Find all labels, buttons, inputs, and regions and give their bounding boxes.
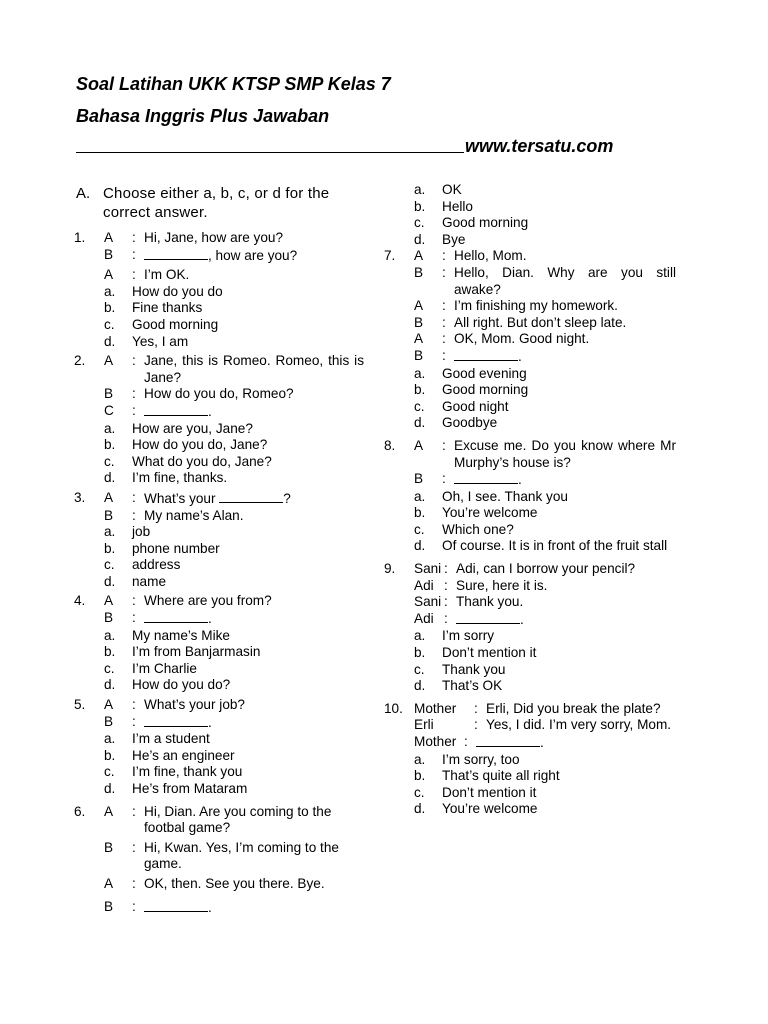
text: : [132, 875, 136, 891]
text: phone number [132, 540, 220, 556]
text: OK, then. See you there. Bye. [144, 875, 325, 891]
text: Oh, I see. Thank you [442, 488, 568, 504]
option [74, 541, 364, 558]
text: : [444, 561, 448, 577]
text: b. [414, 645, 426, 661]
text: Where are you from? [144, 593, 272, 609]
text: OK, Mom. Good night. [454, 331, 590, 347]
text: 9. [384, 561, 396, 577]
dialog-line [384, 348, 676, 366]
text: How do you do, Romeo? [144, 386, 294, 402]
answer-blank [476, 734, 540, 747]
text: He’s an engineer [132, 747, 235, 763]
text: I’m fine, thanks. [132, 470, 228, 486]
text: A [104, 875, 114, 891]
text: He’s from Mataram [132, 781, 248, 796]
text: . [520, 611, 524, 627]
text: Good morning [442, 382, 529, 398]
option [384, 199, 676, 216]
text: Fine thanks [132, 300, 203, 316]
text: b. [104, 747, 116, 763]
text: d. [414, 801, 426, 817]
option [384, 366, 676, 383]
text: : [442, 264, 446, 280]
text: I’m a student [132, 731, 210, 747]
option [74, 748, 364, 765]
text: Adi [414, 610, 434, 626]
text: d. [414, 678, 426, 694]
text: d. [414, 415, 426, 431]
text: Sani [414, 561, 442, 577]
option [384, 489, 676, 506]
question-3 [74, 490, 364, 508]
text: c. [414, 784, 425, 800]
text: I’m finishing my homework. [454, 298, 618, 314]
text: b. [104, 540, 116, 556]
text: Hi, Jane, how are you? [144, 230, 284, 245]
text: d. [104, 333, 116, 349]
text: Yes, I did. I’m very sorry, Mom. [486, 717, 672, 733]
text: : [442, 331, 446, 347]
text: . [518, 348, 522, 364]
text: B [104, 507, 114, 523]
text: B [414, 264, 424, 280]
option [384, 215, 676, 232]
dialog-line [384, 315, 676, 332]
text: That’s OK [442, 678, 503, 694]
option [74, 454, 364, 471]
text: 4. [74, 593, 86, 609]
text: Adi [414, 577, 434, 593]
dialog-line [74, 508, 364, 525]
option [384, 232, 676, 249]
text: B [104, 839, 114, 855]
dialog-line [74, 876, 364, 893]
text: . [208, 611, 212, 627]
text: Adi, can I borrow your pencil? [456, 561, 636, 577]
text: : [132, 898, 136, 914]
text: Good evening [442, 365, 527, 381]
text: All right. But don’t sleep late. [454, 314, 627, 330]
text: Jane, this is Romeo. Romeo, this is Jane? [144, 353, 364, 385]
text: : [132, 230, 136, 245]
text: : [132, 803, 136, 819]
question-4 [74, 593, 364, 610]
text: Mother [414, 734, 457, 749]
text: : [474, 700, 478, 716]
text: Which one? [442, 521, 514, 537]
text: . [540, 735, 544, 750]
dialog-line [74, 714, 364, 732]
option [384, 505, 676, 522]
text: Yes, I am [132, 333, 189, 349]
text: You’re welcome [442, 505, 538, 521]
text: Hi, Kwan. Yes, I’m coming to the game. [144, 839, 339, 872]
text: Mother [414, 700, 457, 716]
text: My name’s Alan. [144, 507, 244, 523]
text: What’s your [144, 490, 220, 506]
option [384, 678, 676, 695]
text: A [414, 298, 424, 314]
text: I’m from Banjarmasin [132, 644, 261, 660]
text: 2. [74, 353, 86, 369]
text: a. [104, 627, 116, 643]
instruction-text: Choose either a, b, c, or d for the correct answer. [103, 185, 330, 221]
option [74, 731, 364, 748]
option [384, 785, 676, 802]
text: 8. [384, 437, 396, 453]
text: : [132, 386, 136, 402]
answer-blank [454, 348, 518, 361]
option [384, 662, 676, 679]
option [384, 801, 676, 818]
text: . [208, 714, 212, 730]
text: : [442, 471, 446, 487]
dialog-line [384, 298, 676, 315]
text: c. [104, 660, 115, 676]
dialog-line [74, 840, 364, 873]
right-column [384, 182, 676, 818]
dialog-line [74, 610, 364, 628]
text: 3. [74, 489, 86, 505]
dialog-line [384, 265, 676, 298]
answer-blank [144, 610, 208, 623]
question-5 [74, 697, 364, 714]
text: : [132, 507, 136, 523]
text: : [132, 839, 136, 855]
section-instruction [76, 184, 376, 222]
text: I’m sorry [442, 628, 495, 644]
text: B [414, 314, 424, 330]
option [384, 538, 676, 555]
text: My name’s Mike [132, 627, 230, 643]
text: Bye [442, 231, 466, 247]
text: B [104, 246, 114, 262]
option [384, 752, 676, 769]
text: Hello, Mom. [454, 248, 527, 264]
text: Goodbye [442, 415, 498, 431]
option [74, 764, 364, 781]
question-1 [74, 230, 364, 247]
text: : [132, 697, 136, 713]
text: b. [414, 505, 426, 521]
text: : [444, 577, 448, 593]
text: Don’t mention it [442, 645, 537, 661]
question-9 [384, 561, 676, 578]
text: A [104, 230, 114, 245]
doc-title-line2: Bahasa Inggris Plus Jawaban [76, 106, 330, 126]
text: Good morning [132, 316, 219, 332]
text: address [132, 557, 181, 573]
text: a. [414, 751, 426, 767]
dialog-line [384, 471, 676, 489]
dialog-line [74, 386, 364, 403]
left-column [74, 230, 364, 916]
text: I’m fine, thank you [132, 764, 243, 780]
text: What do you do, Jane? [132, 453, 272, 469]
text: d. [414, 231, 426, 247]
text: a. [414, 628, 426, 644]
option [74, 334, 364, 351]
text: a. [104, 524, 116, 540]
text: c. [104, 453, 115, 469]
text: Excuse me. Do you know where Mr Murphy’s house is? [454, 437, 676, 470]
option [384, 182, 676, 199]
text: : [132, 267, 136, 283]
text: d. [104, 470, 116, 486]
dialog-line [384, 611, 676, 629]
option [74, 781, 364, 798]
text: Erli, Did you break the plate? [486, 700, 661, 716]
dialog-line [384, 594, 676, 611]
text: c. [104, 557, 115, 573]
text: a. [414, 182, 426, 197]
text: : [132, 353, 136, 369]
text: : [444, 594, 448, 610]
text: A [104, 593, 114, 609]
option [384, 645, 676, 662]
text: : [132, 610, 136, 626]
text: : [132, 489, 136, 505]
text: A [104, 697, 114, 713]
text: a. [414, 488, 426, 504]
text: C [104, 402, 114, 418]
text: A [414, 437, 424, 453]
dialog-line [384, 578, 676, 595]
text: A [104, 489, 114, 505]
text: Good morning [442, 215, 529, 231]
text: A [414, 248, 424, 264]
option [384, 768, 676, 785]
text: name [132, 573, 167, 589]
text: I’m Charlie [132, 660, 197, 676]
text: a. [104, 420, 116, 436]
text: Sani [414, 594, 442, 610]
option [74, 644, 364, 661]
question-7 [384, 248, 676, 265]
answer-blank [144, 247, 208, 260]
option [384, 415, 676, 432]
text: : [442, 347, 446, 363]
text: a. [414, 365, 426, 381]
text: : [442, 314, 446, 330]
text: . [208, 403, 212, 419]
text: What’s your job? [144, 697, 245, 713]
title-underline [76, 152, 464, 153]
text: B [414, 347, 424, 363]
text: How do you do, Jane? [132, 437, 268, 453]
option [384, 399, 676, 416]
text: b. [414, 768, 426, 784]
dialog-line [74, 403, 364, 421]
text: Good night [442, 398, 509, 414]
text: c. [414, 398, 425, 414]
text: 7. [384, 248, 396, 264]
doc-title-line1: Soal Latihan UKK KTSP SMP Kelas 7 [76, 74, 391, 94]
option [74, 300, 364, 317]
text: c. [104, 316, 115, 332]
text: How are you, Jane? [132, 420, 253, 436]
text: Thank you. [456, 594, 524, 610]
question-10 [384, 701, 676, 718]
text: 5. [74, 697, 86, 713]
text: You’re welcome [442, 801, 538, 817]
text: B [104, 610, 114, 626]
text: ? [283, 490, 291, 506]
text: 6. [74, 803, 86, 819]
text: A [104, 803, 114, 819]
text: a. [104, 283, 116, 299]
text: I’m OK. [144, 267, 190, 283]
text: . [208, 899, 212, 915]
text: OK [442, 182, 462, 197]
text: Of course. It is in front of the fruit stall [442, 538, 668, 554]
text: c. [414, 521, 425, 537]
text: Hi, Dian. Are you coming to the footbal game? [144, 803, 332, 836]
text: Hello [442, 198, 473, 214]
text: B [104, 386, 114, 402]
dialog-line [74, 899, 364, 917]
text: A [104, 267, 114, 283]
text: : [442, 437, 446, 453]
answer-blank [144, 714, 208, 727]
text: I’m sorry, too [442, 751, 520, 767]
option [74, 574, 364, 591]
site-url: www.tersatu.com [465, 136, 614, 156]
text: c. [104, 764, 115, 780]
option [74, 677, 364, 694]
option [74, 284, 364, 301]
text: a. [104, 731, 116, 747]
text: : [442, 298, 446, 314]
text: c. [414, 215, 425, 231]
dialog-line [384, 734, 676, 752]
text: : [464, 734, 468, 749]
text: : [442, 248, 446, 264]
text: b. [104, 300, 116, 316]
text: 10. [384, 700, 403, 716]
text: b. [414, 382, 426, 398]
dialog-line [384, 717, 676, 734]
text: A [414, 331, 424, 347]
text: How do you do? [132, 677, 231, 693]
text: . [518, 472, 522, 488]
section-letter: A. [76, 185, 91, 202]
dialog-line [74, 247, 364, 265]
option [74, 628, 364, 645]
option [384, 628, 676, 645]
answer-blank [454, 471, 518, 484]
text: 1. [74, 230, 86, 245]
answer-blank [144, 403, 208, 416]
text: job [132, 524, 151, 540]
option [74, 421, 364, 438]
text: c. [414, 661, 425, 677]
text: d. [414, 538, 426, 554]
text: : [132, 713, 136, 729]
text: d. [104, 677, 116, 693]
option [74, 557, 364, 574]
question-6 [74, 804, 364, 837]
text: : [474, 717, 478, 733]
text: Thank you [442, 661, 506, 677]
text: A [104, 353, 114, 369]
dialog-line [74, 267, 364, 284]
option [74, 661, 364, 678]
option [384, 382, 676, 399]
option [74, 470, 364, 487]
text: : [132, 246, 136, 262]
text: Erli [414, 717, 434, 733]
option [74, 317, 364, 334]
text: b. [414, 198, 426, 214]
text: B [104, 898, 114, 914]
text: b. [104, 644, 116, 660]
text: Don’t mention it [442, 784, 537, 800]
text: Sure, here it is. [456, 577, 548, 593]
question-2 [74, 353, 364, 386]
answer-blank [456, 611, 520, 624]
text: B [104, 713, 114, 729]
option [384, 522, 676, 539]
dialog-line [384, 331, 676, 348]
text: , how are you? [208, 247, 298, 263]
text: d. [104, 573, 116, 589]
text: Hello, Dian. Why are you still awake? [454, 264, 676, 297]
text: That’s quite all right [442, 768, 560, 784]
option [74, 437, 364, 454]
answer-blank [219, 490, 283, 503]
text: B [414, 471, 424, 487]
text: d. [104, 781, 116, 796]
text: : [444, 610, 448, 626]
option [74, 524, 364, 541]
question-8 [384, 438, 676, 471]
text: : [132, 593, 136, 609]
text: b. [104, 437, 116, 453]
answer-blank [144, 899, 208, 912]
text: How do you do [132, 283, 223, 299]
text: : [132, 402, 136, 418]
